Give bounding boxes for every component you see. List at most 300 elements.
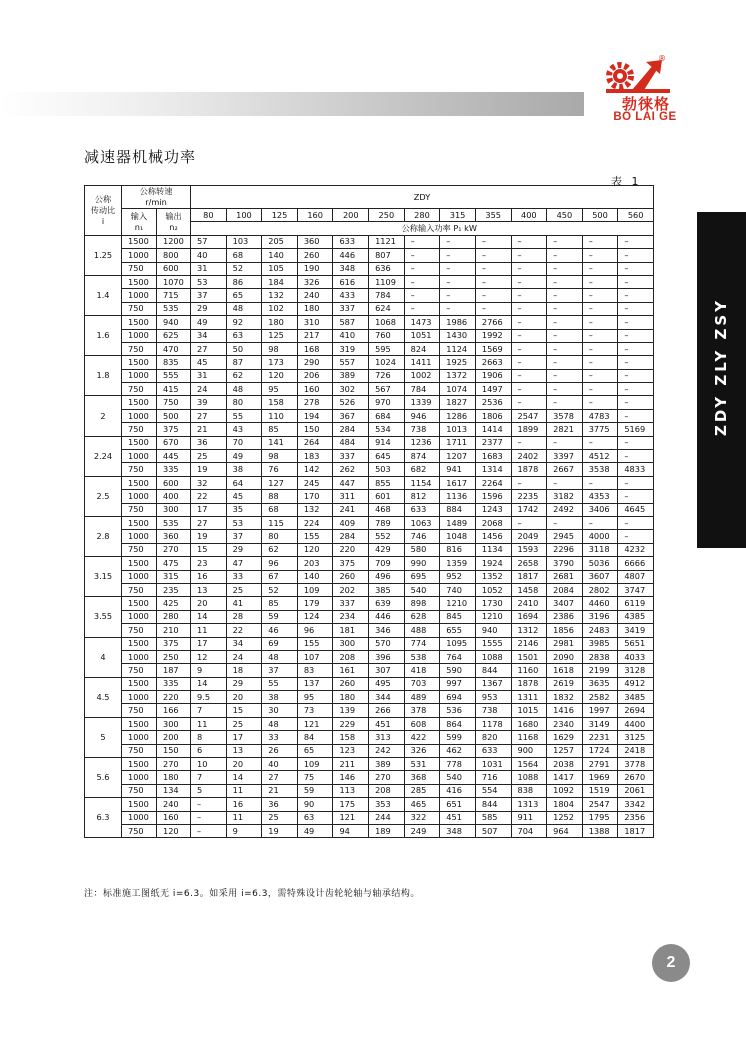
power-cell: 19 xyxy=(191,530,227,543)
power-cell: – xyxy=(511,275,547,288)
power-cell: 540 xyxy=(440,771,476,784)
table-row xyxy=(85,342,654,355)
power-cell: – xyxy=(404,235,440,248)
power-cell: 1878 xyxy=(511,463,547,476)
power-cell: 109 xyxy=(297,758,333,771)
power-cell: 2681 xyxy=(547,570,583,583)
power-cell: 964 xyxy=(547,824,583,837)
power-cell: – xyxy=(475,262,511,275)
power-cell: 33 xyxy=(226,570,262,583)
power-cell: 3635 xyxy=(582,677,618,690)
ratio-header-line1: 公称 xyxy=(94,193,112,204)
power-cell: 422 xyxy=(404,731,440,744)
table-row xyxy=(85,289,654,302)
output-speed-cell: 535 xyxy=(157,302,191,315)
input-speed-cell: 750 xyxy=(122,824,157,837)
power-cell: – xyxy=(582,476,618,489)
table-row xyxy=(85,235,654,248)
power-cell: 36 xyxy=(191,436,227,449)
power-cell: 262 xyxy=(333,463,369,476)
ratio-cell: 4.5 xyxy=(85,677,122,717)
input-speed-cell: 1000 xyxy=(122,490,157,503)
power-cell: 2945 xyxy=(547,530,583,543)
ratio-cell: 4 xyxy=(85,637,122,677)
power-cell: 326 xyxy=(404,744,440,757)
power-cell: 1236 xyxy=(404,436,440,449)
power-cell: 628 xyxy=(404,610,440,623)
size-header: 250 xyxy=(369,209,405,222)
power-cell: 914 xyxy=(369,436,405,449)
power-cell: 633 xyxy=(404,503,440,516)
power-cell: 1134 xyxy=(475,543,511,556)
power-cell: 952 xyxy=(440,570,476,583)
power-cell: 1154 xyxy=(404,476,440,489)
power-cell: 4385 xyxy=(618,610,654,623)
power-cell: – xyxy=(582,289,618,302)
power-cell: 120 xyxy=(297,543,333,556)
power-cell: – xyxy=(511,262,547,275)
power-cell: 1286 xyxy=(440,409,476,422)
power-cell: 67 xyxy=(262,570,298,583)
power-cell: 173 xyxy=(262,356,298,369)
input-speed-cell: 1000 xyxy=(122,691,157,704)
power-cell: 418 xyxy=(404,664,440,677)
power-cell: 13 xyxy=(226,744,262,757)
speed-header-line2: r/min xyxy=(145,197,167,207)
power-cell: 1555 xyxy=(475,637,511,650)
power-cell: 1596 xyxy=(475,490,511,503)
input-speed-cell: 1500 xyxy=(122,637,157,650)
power-cell: – xyxy=(618,316,654,329)
power-cell: 820 xyxy=(475,731,511,744)
power-cell: 73 xyxy=(297,704,333,717)
table-row xyxy=(85,704,654,717)
power-cell: 94 xyxy=(333,824,369,837)
power-cell: 740 xyxy=(440,583,476,596)
table-row xyxy=(85,798,654,811)
power-cell: 1015 xyxy=(511,704,547,717)
input-speed-cell: 1000 xyxy=(122,369,157,382)
power-cell: 5169 xyxy=(618,423,654,436)
table-row xyxy=(85,731,654,744)
table-row xyxy=(85,409,654,422)
power-cell: – xyxy=(618,369,654,382)
power-cell: – xyxy=(547,262,583,275)
power-cell: – xyxy=(618,342,654,355)
table-row xyxy=(85,811,654,824)
power-cell: 11 xyxy=(191,624,227,637)
power-cell: 601 xyxy=(369,490,405,503)
output-speed-cell: 240 xyxy=(157,798,191,811)
output-speed-cell: 715 xyxy=(157,289,191,302)
ratio-header xyxy=(85,186,122,236)
output-speed-cell: 300 xyxy=(157,503,191,516)
power-cell: 348 xyxy=(333,262,369,275)
power-cell: 760 xyxy=(369,329,405,342)
ratio-cell: 1.4 xyxy=(85,275,122,315)
power-cell: – xyxy=(547,383,583,396)
power-cell: 1178 xyxy=(475,717,511,730)
power-cell: 29 xyxy=(226,543,262,556)
power-cell: 121 xyxy=(297,717,333,730)
power-cell: 536 xyxy=(440,704,476,717)
power-cell: – xyxy=(511,342,547,355)
power-cell: 23 xyxy=(191,557,227,570)
input-speed-cell: 1000 xyxy=(122,329,157,342)
power-cell: 14 xyxy=(226,771,262,784)
power-cell: 13 xyxy=(191,583,227,596)
power-cell: – xyxy=(582,249,618,262)
power-cell: 1088 xyxy=(511,771,547,784)
power-cell: 70 xyxy=(226,436,262,449)
power-cell: 25 xyxy=(226,717,262,730)
power-cell: 496 xyxy=(369,570,405,583)
power-cell: – xyxy=(547,516,583,529)
power-cell: 1856 xyxy=(547,624,583,637)
table-row xyxy=(85,824,654,837)
power-cell: 57 xyxy=(191,235,227,248)
power-cell: – xyxy=(618,490,654,503)
power-cell: 260 xyxy=(297,249,333,262)
power-cell: 655 xyxy=(440,624,476,637)
output-speed-cell: 210 xyxy=(157,624,191,637)
power-cell: – xyxy=(618,289,654,302)
power-cell: 179 xyxy=(297,597,333,610)
power-cell: – xyxy=(191,798,227,811)
power-cell: 1683 xyxy=(475,450,511,463)
power-cell: – xyxy=(511,516,547,529)
power-cell: 507 xyxy=(475,824,511,837)
output-speed-cell: 280 xyxy=(157,610,191,623)
power-cell: 5 xyxy=(191,784,227,797)
speed-header xyxy=(122,186,191,209)
power-cell: 175 xyxy=(333,798,369,811)
power-cell: 4912 xyxy=(618,677,654,690)
size-header: 125 xyxy=(262,209,298,222)
power-cell: 18 xyxy=(226,664,262,677)
power-cell: 86 xyxy=(226,275,262,288)
power-cell: 6119 xyxy=(618,597,654,610)
power-cell: 11 xyxy=(191,717,227,730)
input-speed-cell: 1500 xyxy=(122,516,157,529)
power-cell: – xyxy=(547,235,583,248)
power-cell: 940 xyxy=(475,624,511,637)
power-cell: 64 xyxy=(226,476,262,489)
power-cell: 1969 xyxy=(582,771,618,784)
power-cell: 864 xyxy=(440,717,476,730)
power-cell: 1063 xyxy=(404,516,440,529)
output-speed-cell: 940 xyxy=(157,316,191,329)
power-cell: – xyxy=(547,275,583,288)
power-cell: 784 xyxy=(404,383,440,396)
power-cell: 3485 xyxy=(618,691,654,704)
size-header: 315 xyxy=(440,209,476,222)
power-cell: – xyxy=(582,235,618,248)
size-header: 400 xyxy=(511,209,547,222)
power-cell: 855 xyxy=(369,476,405,489)
power-cell: 451 xyxy=(369,717,405,730)
power-cell: – xyxy=(440,289,476,302)
power-cell: 27 xyxy=(262,771,298,784)
power-cell: 3775 xyxy=(582,423,618,436)
power-cell: 3149 xyxy=(582,717,618,730)
output-speed-cell: 180 xyxy=(157,771,191,784)
table-row xyxy=(85,383,654,396)
output-speed-cell: 475 xyxy=(157,557,191,570)
table-row xyxy=(85,624,654,637)
power-cell: 59 xyxy=(262,610,298,623)
ratio-cell: 5.6 xyxy=(85,758,122,798)
power-cell: 17 xyxy=(226,731,262,744)
power-cell: 465 xyxy=(404,798,440,811)
power-cell: 789 xyxy=(369,516,405,529)
power-cell: 311 xyxy=(333,490,369,503)
power-cell: – xyxy=(618,450,654,463)
output-label: 输出 xyxy=(165,210,182,221)
power-cell: 1711 xyxy=(440,436,476,449)
power-cell: 90 xyxy=(297,798,333,811)
power-cell: – xyxy=(582,436,618,449)
power-cell: 4353 xyxy=(582,490,618,503)
power-cell: – xyxy=(511,383,547,396)
power-cell: – xyxy=(618,409,654,422)
power-cell: 103 xyxy=(226,235,262,248)
power-cell: 43 xyxy=(226,423,262,436)
power-cell: 49 xyxy=(226,450,262,463)
power-cell: 290 xyxy=(297,356,333,369)
output-speed-cell: 600 xyxy=(157,262,191,275)
power-cell: 285 xyxy=(404,784,440,797)
model-header: ZDY xyxy=(191,186,654,209)
power-cell: 300 xyxy=(333,637,369,650)
power-table-body xyxy=(85,235,654,838)
power-cell: 495 xyxy=(369,677,405,690)
power-cell: 217 xyxy=(297,329,333,342)
power-cell: 2547 xyxy=(582,798,618,811)
power-cell: 38 xyxy=(262,691,298,704)
power-cell: 52 xyxy=(226,262,262,275)
power-cell: 14 xyxy=(191,677,227,690)
power-cell: 92 xyxy=(226,316,262,329)
input-speed-cell: 1500 xyxy=(122,597,157,610)
power-cell: 15 xyxy=(226,704,262,717)
power-cell: 15 xyxy=(191,543,227,556)
power-cell: 48 xyxy=(226,302,262,315)
power-cell: 1827 xyxy=(440,396,476,409)
power-cell: 348 xyxy=(440,824,476,837)
power-cell: 132 xyxy=(262,289,298,302)
power-cell: 121 xyxy=(333,811,369,824)
input-speed-cell: 750 xyxy=(122,423,157,436)
power-cell: 1048 xyxy=(440,530,476,543)
power-cell: 695 xyxy=(404,570,440,583)
input-speed-cell: 750 xyxy=(122,624,157,637)
input-speed-cell: 1500 xyxy=(122,557,157,570)
power-cell: 120 xyxy=(262,369,298,382)
power-cell: 234 xyxy=(333,610,369,623)
table-row xyxy=(85,758,654,771)
power-cell: 7 xyxy=(191,771,227,784)
power-cell: 125 xyxy=(262,329,298,342)
power-cell: 158 xyxy=(333,731,369,744)
power-cell: 80 xyxy=(262,530,298,543)
input-speed-cell: 750 xyxy=(122,262,157,275)
table-label: 表 1 xyxy=(611,175,642,188)
output-speed-cell: 1200 xyxy=(157,235,191,248)
power-cell: 98 xyxy=(262,450,298,463)
power-cell: 1002 xyxy=(404,369,440,382)
power-cell: 1311 xyxy=(511,691,547,704)
input-speed-cell: 750 xyxy=(122,503,157,516)
power-cell: 38 xyxy=(226,463,262,476)
power-unit-header: 公称输入功率 P₁ kW xyxy=(191,222,654,235)
power-cell: 590 xyxy=(440,664,476,677)
power-cell: 1456 xyxy=(475,530,511,543)
ratio-cell: 2.24 xyxy=(85,436,122,476)
power-cell: 844 xyxy=(475,664,511,677)
output-speed-cell: 535 xyxy=(157,516,191,529)
power-cell: 22 xyxy=(226,624,262,637)
power-cell: – xyxy=(582,396,618,409)
power-cell: 260 xyxy=(333,677,369,690)
power-cell: 337 xyxy=(333,450,369,463)
power-cell: 1617 xyxy=(440,476,476,489)
power-cell: 184 xyxy=(262,275,298,288)
power-cell: 326 xyxy=(297,275,333,288)
table-row xyxy=(85,691,654,704)
power-cell: 704 xyxy=(511,824,547,837)
power-cell: 1312 xyxy=(511,624,547,637)
power-cell: 639 xyxy=(369,597,405,610)
power-cell: 1121 xyxy=(369,235,405,248)
power-cell: 1388 xyxy=(582,824,618,837)
power-cell: 155 xyxy=(297,530,333,543)
table-row xyxy=(85,516,654,529)
power-cell: 161 xyxy=(333,664,369,677)
output-speed-cell: 235 xyxy=(157,583,191,596)
input-speed-cell: 750 xyxy=(122,784,157,797)
input-speed-cell: 750 xyxy=(122,302,157,315)
power-cell: 37 xyxy=(191,289,227,302)
ratio-cell: 1.6 xyxy=(85,316,122,356)
power-cell: 1564 xyxy=(511,758,547,771)
power-cell: 5036 xyxy=(582,557,618,570)
power-cell: 1832 xyxy=(547,691,583,704)
power-cell: – xyxy=(618,235,654,248)
input-speed-cell: 1500 xyxy=(122,717,157,730)
input-speed-cell: 750 xyxy=(122,383,157,396)
power-cell: – xyxy=(191,811,227,824)
power-cell: – xyxy=(475,249,511,262)
power-cell: – xyxy=(618,262,654,275)
input-label: 输入 xyxy=(130,210,148,221)
power-cell: – xyxy=(582,342,618,355)
power-cell: 4783 xyxy=(582,409,618,422)
size-header: 160 xyxy=(297,209,333,222)
power-cell: 3578 xyxy=(547,409,583,422)
power-cell: – xyxy=(511,289,547,302)
power-cell: 313 xyxy=(369,731,405,744)
power-table xyxy=(84,185,654,838)
power-cell: 716 xyxy=(475,771,511,784)
power-cell: 1168 xyxy=(511,731,547,744)
power-cell: 88 xyxy=(262,490,298,503)
power-cell: 146 xyxy=(333,771,369,784)
power-cell: – xyxy=(582,383,618,396)
power-cell: 580 xyxy=(404,543,440,556)
power-cell: 229 xyxy=(333,717,369,730)
size-header: 355 xyxy=(475,209,511,222)
power-cell: 990 xyxy=(404,557,440,570)
power-cell: 1501 xyxy=(511,650,547,663)
table-row xyxy=(85,677,654,690)
power-cell: 137 xyxy=(297,677,333,690)
power-cell: 1088 xyxy=(475,650,511,663)
power-cell: 2264 xyxy=(475,476,511,489)
power-cell: 9 xyxy=(191,664,227,677)
power-cell: 206 xyxy=(297,369,333,382)
input-speed-cell: 1000 xyxy=(122,570,157,583)
power-cell: 353 xyxy=(369,798,405,811)
power-cell: 139 xyxy=(333,704,369,717)
size-header: 500 xyxy=(582,209,618,222)
power-cell: 1210 xyxy=(440,597,476,610)
table-row xyxy=(85,744,654,757)
power-cell: – xyxy=(511,356,547,369)
power-cell: – xyxy=(511,235,547,248)
power-cell: 62 xyxy=(226,369,262,382)
power-cell: 2694 xyxy=(618,704,654,717)
power-cell: 2838 xyxy=(582,650,618,663)
power-cell: 322 xyxy=(404,811,440,824)
footnote: 注：标准施工图纸无 i=6.3。如采用 i=6.3，需特殊设计齿轮轮轴与轴承结构。 xyxy=(84,889,420,899)
power-cell: 346 xyxy=(369,624,405,637)
power-cell: 1986 xyxy=(440,316,476,329)
size-header: 200 xyxy=(333,209,369,222)
power-cell: 37 xyxy=(226,530,262,543)
power-cell: 1314 xyxy=(475,463,511,476)
output-speed-cell: 134 xyxy=(157,784,191,797)
power-cell: 123 xyxy=(333,744,369,757)
power-cell: 7 xyxy=(191,704,227,717)
power-cell: 703 xyxy=(404,677,440,690)
output-speed-cell: 270 xyxy=(157,543,191,556)
power-cell: 1680 xyxy=(511,717,547,730)
power-cell: 651 xyxy=(440,798,476,811)
power-cell: 107 xyxy=(297,650,333,663)
power-cell: 941 xyxy=(440,463,476,476)
power-cell: 49 xyxy=(191,316,227,329)
input-speed-cell: 1500 xyxy=(122,316,157,329)
output-speed-cell: 250 xyxy=(157,650,191,663)
power-cell: 633 xyxy=(475,744,511,757)
power-cell: 2667 xyxy=(547,463,583,476)
input-speed-cell: 1000 xyxy=(122,249,157,262)
power-cell: 158 xyxy=(262,396,298,409)
table-row xyxy=(85,583,654,596)
input-symbol: n₁ xyxy=(134,221,144,232)
power-cell: – xyxy=(404,275,440,288)
power-cell: 65 xyxy=(226,289,262,302)
power-cell: 19 xyxy=(262,824,298,837)
power-cell: 807 xyxy=(369,249,405,262)
power-cell: 270 xyxy=(369,771,405,784)
power-cell: 9 xyxy=(226,824,262,837)
power-cell: 35 xyxy=(226,503,262,516)
power-cell: 608 xyxy=(404,717,440,730)
power-cell: – xyxy=(547,342,583,355)
power-cell: 181 xyxy=(333,624,369,637)
